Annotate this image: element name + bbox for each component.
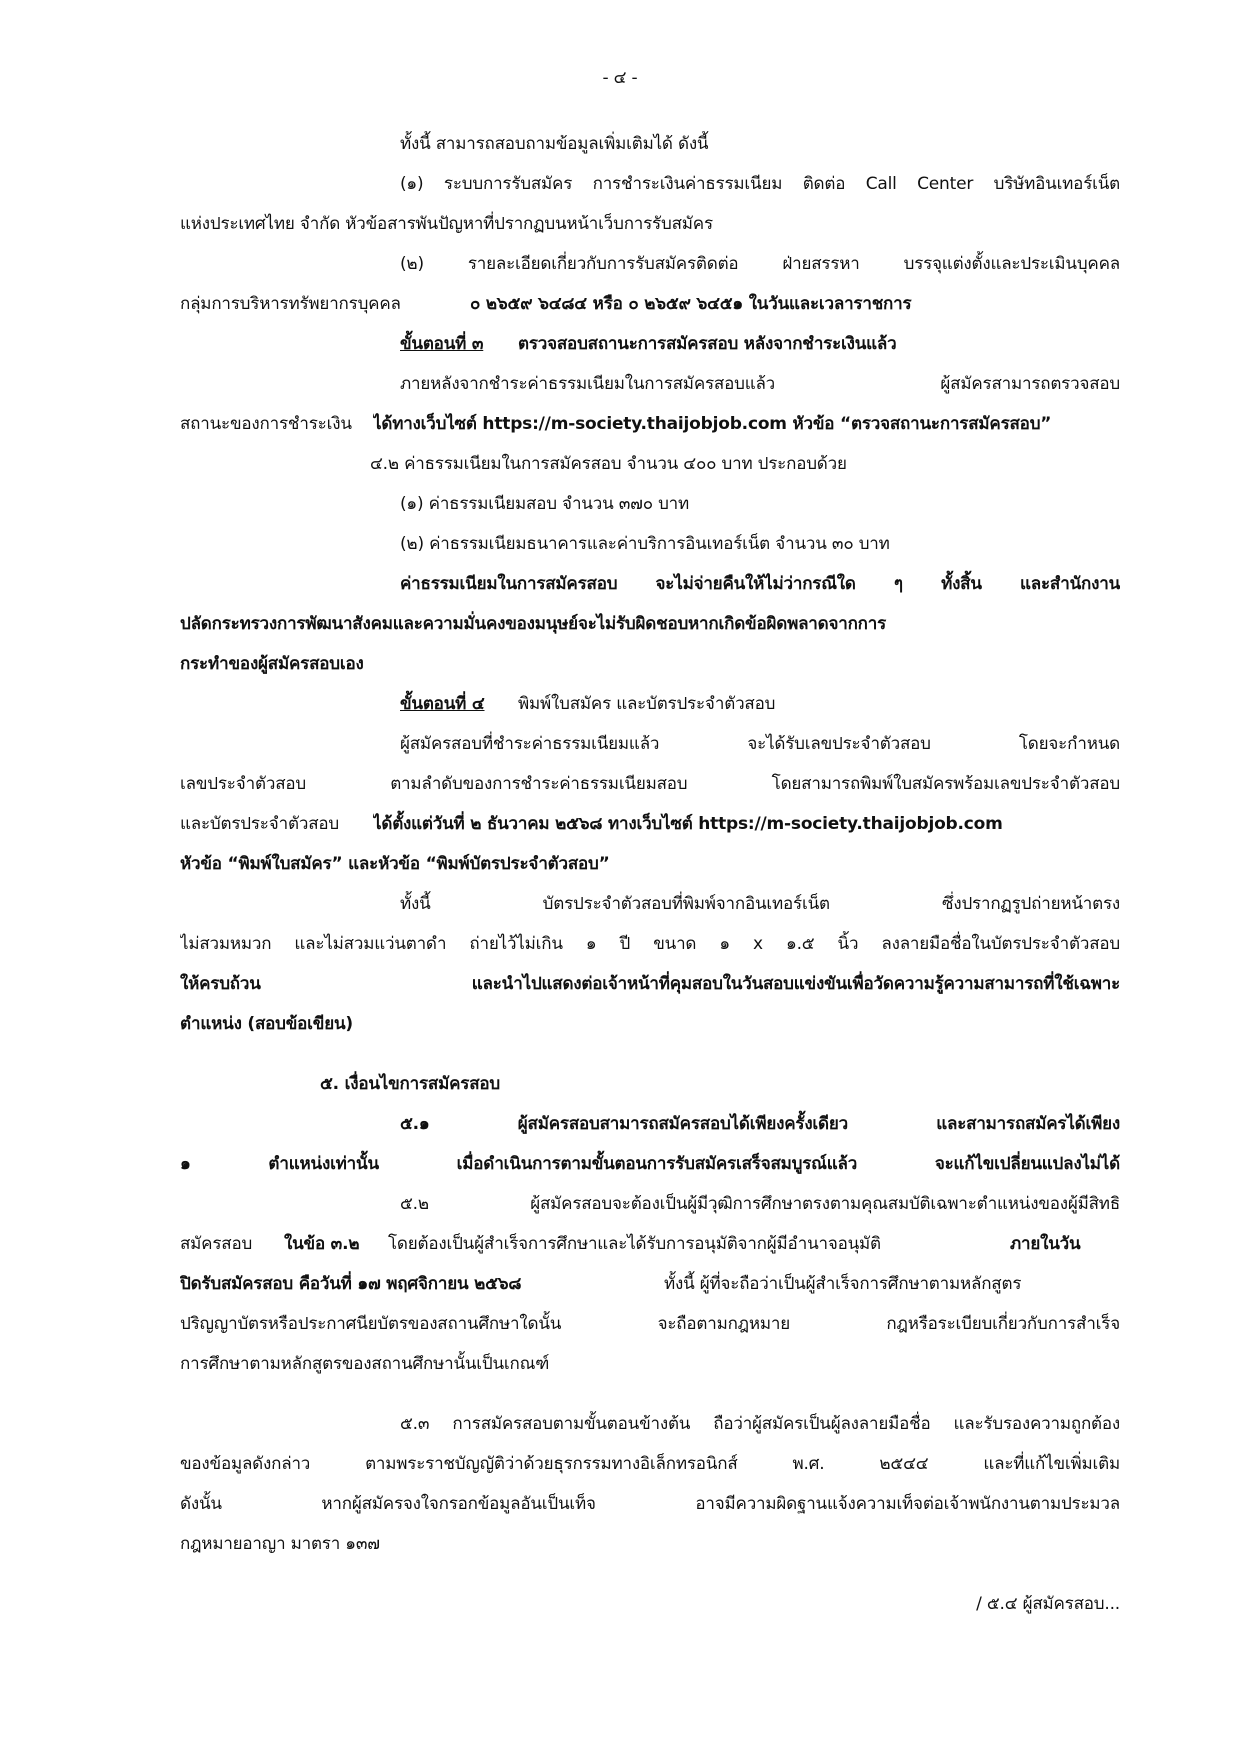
paragraph-line: ทั้งนี้ สามารถสอบถามข้อมูลเพิ่มเติมได้ ดังนี้ bbox=[400, 134, 709, 154]
paragraph-line: สถานะของการชำระเงิน bbox=[180, 414, 352, 434]
paragraph-line: โดยต้องเป็นผู้สำเร็จการศึกษาและได้รับการอนุมัติจากผู้มีอำนาจอนุมัติ bbox=[388, 1234, 881, 1254]
paragraph-line-bold: ในข้อ ๓.๒ bbox=[284, 1234, 360, 1254]
paragraph-line: ภายหลังจากชำระค่าธรรมเนียมในการสมัครสอบแล้ว ผู้สมัครสามารถตรวจสอบ bbox=[400, 374, 1120, 394]
paragraph-line: และบัตรประจำตัวสอบ bbox=[180, 814, 339, 834]
continuation-note: / ๕.๔ ผู้สมัครสอบ... bbox=[976, 1594, 1120, 1614]
section-5-heading: ๕. เงื่อนไขการสมัครสอบ bbox=[320, 1074, 500, 1094]
step-heading: ขั้นตอนที่ ๓ bbox=[400, 334, 484, 354]
paragraph-line-bold: ได้ตั้งแต่วันที่ ๒ ธันวาคม ๒๕๖๘ ทางเว็บไซต์ https://m-society.thaijobjob.com bbox=[373, 814, 1003, 834]
paragraph-line: ปริญญาบัตรหรือประกาศนียบัตรของสถานศึกษาใดนั้น จะถือตามกฎหมาย กฎหรือระเบียบเกี่ยวกับการสำเร็จ bbox=[180, 1314, 1120, 1334]
paragraph-line: กลุ่มการบริหารทรัพยากรบุคคล bbox=[180, 294, 401, 314]
section-5-1: ๕.๑ ผู้สมัครสอบสามารถสมัครสอบได้เพียงครั้งเดียว และสามารถสมัครได้เพียง bbox=[400, 1114, 1120, 1134]
paragraph-line-bold: หัวข้อ “พิมพ์ใบสมัคร” และหัวข้อ “พิมพ์บัตรประจำตัวสอบ” bbox=[180, 854, 610, 874]
paragraph-line: เลขประจำตัวสอบ ตามลำดับของการชำระค่าธรรมเนียมสอบ โดยสามารถพิมพ์ใบสมัครพร้อมเลขประจำตัวสอบ bbox=[180, 774, 1120, 794]
section-4-2: ๔.๒ ค่าธรรมเนียมในการสมัครสอบ จำนวน ๔๐๐ บาท ประกอบด้วย bbox=[370, 454, 847, 474]
paragraph-line: (๒) รายละเอียดเกี่ยวกับการรับสมัครติดต่อ ฝ่ายสรรหา บรรจุแต่งตั้งและประเมินบุคคล bbox=[400, 254, 1120, 274]
paragraph-line: ผู้สมัครสอบที่ชำระค่าธรรมเนียมแล้ว จะได้รับเลขประจำตัวสอบ โดยจะกำหนด bbox=[400, 734, 1120, 754]
paragraph-line: ทั้งนี้ บัตรประจำตัวสอบที่พิมพ์จากอินเทอร์เน็ต ซึ่งปรากฏรูปถ่ายหน้าตรง bbox=[400, 894, 1120, 914]
paragraph-line-bold: ตำแหน่ง (สอบข้อเขียน) bbox=[180, 1014, 353, 1034]
paragraph-line: (๑) ค่าธรรมเนียมสอบ จำนวน ๓๗๐ บาท bbox=[400, 494, 690, 514]
paragraph-line-bold: ค่าธรรมเนียมในการสมัครสอบ จะไม่จ่ายคืนให้ไม่ว่ากรณีใด ๆ ทั้งสิ้น และสำนักงาน bbox=[400, 574, 1120, 594]
section-5-3: ๕.๓ การสมัครสอบตามขั้นตอนข้างต้น ถือว่าผู้สมัครเป็นผู้ลงลายมือชื่อ และรับรองความถูกต้อง bbox=[400, 1414, 1120, 1434]
paragraph-line-bold: ให้ครบถ้วน และนำไปแสดงต่อเจ้าหน้าที่คุมสอบในวันสอบแข่งขันเพื่อวัดความรู้ความสามารถที่ใช้เฉพาะ bbox=[180, 974, 1120, 994]
phone-numbers: ๐ ๒๖๕๙ ๖๔๘๔ หรือ ๐ ๒๖๕๙ ๖๔๕๑ ในวันและเวลาราชการ bbox=[470, 294, 912, 314]
step-heading: ขั้นตอนที่ ๔ bbox=[400, 694, 485, 714]
page-number: - ๔ - bbox=[602, 68, 638, 88]
paragraph-line: ทั้งนี้ ผู้ที่จะถือว่าเป็นผู้สำเร็จการศึกษาตามหลักสูตร bbox=[664, 1274, 1022, 1294]
paragraph-line-bold: กระทำของผู้สมัครสอบเอง bbox=[180, 654, 364, 674]
paragraph-line: ของข้อมูลดังกล่าว ตามพระราชบัญญัติว่าด้วยธุรกรรมทางอิเล็กทรอนิกส์ พ.ศ. ๒๕๔๔ และที่แก้ไขเพิ่มเติม bbox=[180, 1454, 1120, 1474]
paragraph-line-bold: ได้ทางเว็บไซต์ https://m-society.thaijobjob.com หัวข้อ “ตรวจสถานะการสมัครสอบ” bbox=[373, 414, 1052, 434]
paragraph-line-bold: ปิดรับสมัครสอบ คือวันที่ ๑๗ พฤศจิกายน ๒๕๖๘ bbox=[180, 1274, 522, 1294]
paragraph-line-bold: ๑ ตำแหน่งเท่านั้น เมื่อดำเนินการตามขั้นตอนการรับสมัครเสร็จสมบูรณ์แล้ว จะแก้ไขเปลี่ยนแปลงไม่ได้ bbox=[180, 1154, 1120, 1174]
paragraph-line: สมัครสอบ bbox=[180, 1234, 253, 1254]
step-heading-text: ตรวจสอบสถานะการสมัครสอบ หลังจากชำระเงินแล้ว bbox=[518, 334, 897, 354]
paragraph-line: การศึกษาตามหลักสูตรของสถานศึกษานั้นเป็นเกณฑ์ bbox=[180, 1354, 550, 1374]
section-5-2: ๕.๒ ผู้สมัครสอบจะต้องเป็นผู้มีวุฒิการศึกษาตรงตามคุณสมบัติเฉพาะตำแหน่งของผู้มีสิทธิ bbox=[400, 1194, 1120, 1214]
paragraph-line: กฎหมายอาญา มาตรา ๑๓๗ bbox=[180, 1534, 380, 1554]
paragraph-line-bold: ปลัดกระทรวงการพัฒนาสังคมและความมั่นคงของมนุษย์จะไม่รับผิดชอบหากเกิดข้อผิดพลาดจากการ bbox=[180, 614, 887, 634]
paragraph-line: ไม่สวมหมวก และไม่สวมแว่นตาดำ ถ่ายไว้ไม่เกิน ๑ ปี ขนาด ๑ x ๑.๕ นิ้ว ลงลายมือชื่อในบัตรประจำตัวสอบ bbox=[180, 934, 1120, 954]
paragraph-line: (๒) ค่าธรรมเนียมธนาคารและค่าบริการอินเทอร์เน็ต จำนวน ๓๐ บาท bbox=[400, 534, 890, 554]
paragraph-line: ดังนั้น หากผู้สมัครจงใจกรอกข้อมูลอันเป็นเท็จ อาจมีความผิดฐานแจ้งความเท็จต่อเจ้าพนักงานตามประมวล bbox=[180, 1494, 1120, 1514]
paragraph-line: แห่งประเทศไทย จำกัด หัวข้อสารพันปัญหาที่ปรากฏบนหน้าเว็บการรับสมัคร bbox=[180, 214, 713, 234]
step-heading-text: พิมพ์ใบสมัคร และบัตรประจำตัวสอบ bbox=[518, 694, 776, 714]
paragraph-line: (๑) ระบบการรับสมัคร การชำระเงินค่าธรรมเนียม ติดต่อ Call Center บริษัทอินเทอร์เน็ต bbox=[400, 174, 1120, 194]
paragraph-line-bold: ภายในวัน bbox=[1010, 1234, 1081, 1254]
